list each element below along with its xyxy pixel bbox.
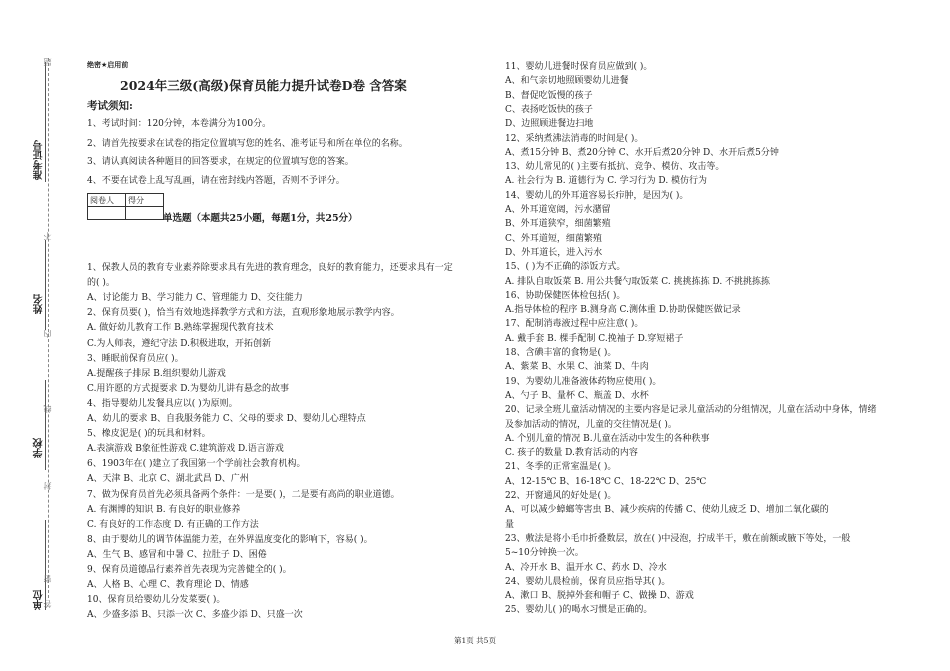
question-line: C、表扬吃饭快的孩子 <box>505 104 593 115</box>
question-line: 24、婴幼儿晨检前，保育员应指导其( )。 <box>505 576 671 587</box>
score-box-grader: 阅卷人 <box>88 194 126 207</box>
mark-ti: 题 <box>43 58 52 66</box>
question-line: 量 <box>505 519 515 530</box>
question-line: C. 孩子的数量 D.教育活动的内容 <box>505 448 638 459</box>
question-line: D、边照顾进餐边扫地 <box>505 119 594 130</box>
question-line: A. 戴手套 B. 棵手配制 C.挽袖子 D.穿短裙子 <box>505 333 684 344</box>
question-line: 20、记录全班儿童活动情况的主要内容是记录儿童活动的分组情况，儿童在活动中身体，情绪 <box>505 405 877 416</box>
question-line: A. 排队自取饭菜 B. 用公共餐勺取饭菜 C. 挑挑拣拣 D. 不挑挑拣拣 <box>505 276 771 287</box>
notice-1: 1、考试时间：120分钟，本卷满分为100分。 <box>87 119 272 129</box>
score-box-score: 得分 <box>126 194 164 207</box>
exam-title: 2024年三级(高级)保育员能力提升试卷D卷 含答案 <box>120 78 407 93</box>
section-heading: 单选题（本题共25小题，每题1分，共25分） <box>163 213 358 224</box>
question-line: A. 个别儿童的情况 B.儿童在活动中发生的各种秩事 <box>505 433 710 444</box>
question-line: A、人格 B、心理 C、教育理论 D、情感 <box>87 580 249 591</box>
question-line: 6、1903年在( )建立了我国第一个学前社会教育机构。 <box>87 459 306 470</box>
notice-heading: 考试须知: <box>87 100 133 112</box>
question-line: A、生气 B、感冒和中暑 C、拉肚子 D、困倦 <box>87 549 267 560</box>
question-line: 及参加活动的情况，儿童的交往情况是( )。 <box>505 419 677 430</box>
question-line: A、和气亲切地照顾婴幼儿进餐 <box>505 76 629 87</box>
mark-feng: 封 <box>43 482 52 490</box>
question-line: A. 社会行为 B. 道德行为 C. 学习行为 D. 模仿行为 <box>505 176 708 187</box>
question-line: A.提醒孩子排尿 B.组织婴幼儿游戏 <box>87 368 226 379</box>
question-line: 25、婴幼儿( )的喝水习惯是正确的。 <box>505 605 653 616</box>
question-line: 5、橡皮泥是( )的玩具和材料。 <box>87 429 211 440</box>
question-line: 18、含碘丰富的食物是( )。 <box>505 348 617 358</box>
question-line: 13、幼儿常见的( )主要有抵抗、竞争、模仿、攻击等。 <box>505 162 725 173</box>
score-box-score-cell[interactable] <box>126 207 164 220</box>
question-line: 1、保教人员的教育专业素养除要求具有先进的教育理念，良好的教育能力，还要求具有一定 <box>87 263 453 273</box>
question-line: 16、协助保健医体检包括( )。 <box>505 290 626 301</box>
question-line: 8、由于婴幼儿的调节体温能力差，在外界温度变化的影响下，容易( )。 <box>87 534 373 545</box>
question-line: 21、冬季的正常室温是( )。 <box>505 462 617 473</box>
mark-xian: 线 <box>43 405 52 413</box>
notice-2: 2、请首先按要求在试卷的指定位置填写您的姓名、准考证号和所在单位的名称。 <box>87 139 408 149</box>
question-line: C.为人师表，遵纪守法 D.积极进取，开拓创新 <box>87 338 272 349</box>
question-line: A、外耳道宽阔，污水潴留 <box>505 205 611 215</box>
mark-da: 答 <box>43 600 52 608</box>
question-line: A.指导体检的程序 B.测身高 C.测体重 D.协助保健医做记录 <box>505 305 741 316</box>
question-line: A、紫菜 B、水果 C、油菜 D、牛肉 <box>505 362 649 373</box>
question-line: A、少盛多添 B、只添一次 C、多盛少添 D、只盛一次 <box>87 610 303 621</box>
question-line: A、勺子 B、量杯 C、瓶盖 D、水杯 <box>505 390 649 401</box>
seal-dashed-line <box>48 58 49 598</box>
score-box <box>87 193 164 220</box>
question-line: C.用许愿的方式提要求 D.为婴幼儿讲有悬念的故事 <box>87 383 290 394</box>
question-line: A、煮15分钟 B、煮20分钟 C、水开后煮20分钟 D、水开后煮5分钟 <box>505 147 779 158</box>
question-line: 5~10分钟换一次。 <box>505 548 584 559</box>
question-line: 23、敷法是将小毛巾折叠数层，放在( )中浸泡，拧成半干，敷在前额或腋下等处，一般 <box>505 533 851 544</box>
notice-3: 3、请认真阅读各种题目的回答要求，在规定的位置填写您的答案。 <box>87 157 354 167</box>
mark-bu: 不 <box>43 232 52 240</box>
label-zkz: 准考证号 <box>34 140 45 180</box>
question-line: A、讨论能力 B、学习能力 C、管理能力 D、交往能力 <box>87 293 303 304</box>
label-unit: 单位 <box>34 590 45 610</box>
question-line: 12、采纳煮沸法消毒的时间是( )。 <box>505 133 644 144</box>
question-line: C、外耳道短，细菌繁殖 <box>505 233 602 244</box>
question-line: 17、配制消毒液过程中应注意( )。 <box>505 319 644 330</box>
question-line: 3、睡眠前保育员应( )。 <box>87 353 184 364</box>
question-line: A.表演游戏 B象征性游戏 C.建筑游戏 D.语言游戏 <box>87 444 284 455</box>
question-line: 19、为婴幼儿准备液体药物应使用( )。 <box>505 376 662 387</box>
question-line: A、冷开水 B、温开水 C、药水 D、冷水 <box>505 562 667 573</box>
binding-margin <box>0 0 80 671</box>
question-line: C. 有良好的工作态度 D. 有正确的工作方法 <box>87 519 259 530</box>
question-line: A、天津 B、北京 C、湖北武昌 D、广州 <box>87 474 249 485</box>
question-line: A、漱口 B、脱掉外套和帽子 C、做操 D、游戏 <box>505 591 694 602</box>
question-line: 11、婴幼儿进餐时保育员应做到( )。 <box>505 62 653 72</box>
mark-mi: 密 <box>43 575 52 583</box>
question-line: A、12-15℃ B、16-18℃ C、18-22℃ D、25℃ <box>505 476 707 487</box>
question-line: A. 有渊博的知识 B. 有良好的职业修养 <box>87 504 241 515</box>
question-line: A、可以减少蟑螂等害虫 B、减少疾病的传播 C、使幼儿疲乏 D、增加二氧化碳的 <box>505 505 829 516</box>
secret-mark: 绝密★启用前 <box>87 61 129 69</box>
label-school: 学校 <box>34 438 45 458</box>
question-line: 9、保育员道德品行素养首先表现为完善健全的( )。 <box>87 565 292 575</box>
question-line: A、幼儿的要求 B、自我服务能力 C、父母的要求 D、婴幼儿心理特点 <box>87 414 366 424</box>
question-line: 2、保育员要( )，恰当有效地选择教学方式和方法，直观形象地展示教学内容。 <box>87 308 400 319</box>
label-name: 姓名 <box>34 294 45 314</box>
page-footer: 第1页 共5页 <box>454 636 496 645</box>
question-line: 14、婴幼儿的外耳道容易长疖肿，是因为( )。 <box>505 190 689 201</box>
question-line: B、督促吃饭慢的孩子 <box>505 90 593 101</box>
score-box-grader-cell[interactable] <box>88 207 126 220</box>
question-line: 10、保育员给婴幼儿分发菜要( )。 <box>87 595 226 606</box>
question-line: 22、开窗通风的好处是( )。 <box>505 491 617 501</box>
question-line: A. 做好幼儿教育工作 B.熟练掌握现代教育技术 <box>87 323 274 334</box>
question-line: 7、做为保育员首先必须具备两个条件：一是要( )，二是要有高尚的职业道德。 <box>87 489 400 500</box>
question-line: 4、指导婴幼儿发餐具应以( )为原则。 <box>87 398 238 409</box>
mark-nei: 内 <box>43 330 52 338</box>
line-zkz <box>45 62 46 182</box>
line-unit <box>45 520 46 610</box>
question-line: 15、( )为不正确的添饭方式。 <box>505 262 626 273</box>
question-line: B、外耳道狭窄，细菌繁殖 <box>505 219 611 230</box>
line-school <box>45 380 46 470</box>
notice-4: 4、不要在试卷上乱写乱画，请在密封线内答题，否则不予评分。 <box>87 176 345 186</box>
line-name <box>45 240 46 330</box>
question-line: D、外耳道长，进入污水 <box>505 247 603 258</box>
question-line: 的( )。 <box>87 278 115 289</box>
